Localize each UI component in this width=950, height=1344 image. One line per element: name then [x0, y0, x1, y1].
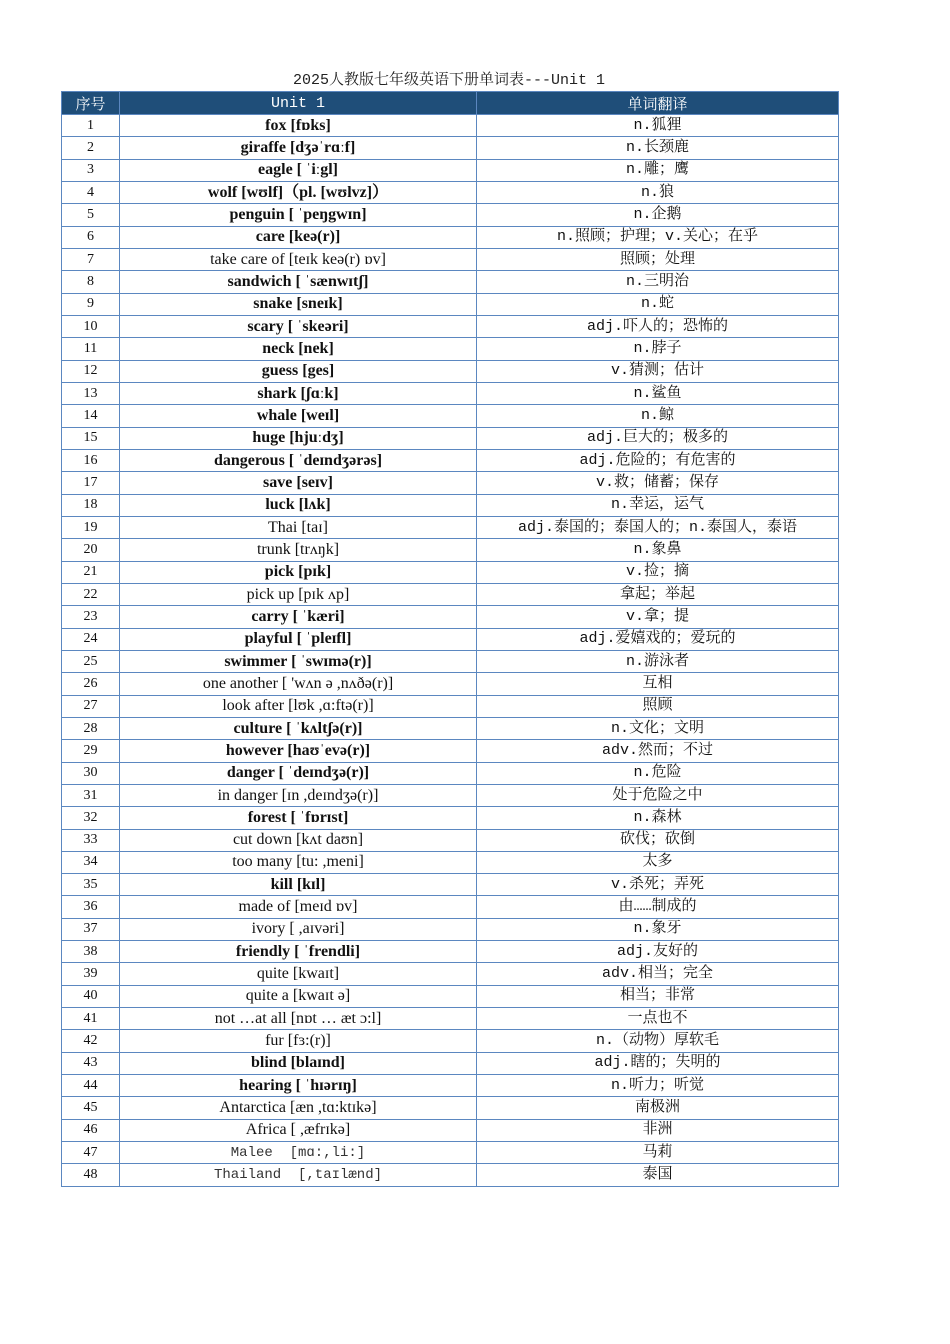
word-cell: quite [kwaɪt] [120, 963, 477, 985]
row-number-cell: 46 [62, 1119, 120, 1141]
word-cell: shark [ʃɑːk] [120, 382, 477, 404]
word-cell: swimmer [ ˈswɪmə(r)] [120, 650, 477, 672]
translation-cell: 非洲 [477, 1119, 839, 1141]
table-row [62, 1164, 839, 1186]
translation-cell: n.幸运，运气 [477, 494, 839, 516]
word-cell: playful [ ˈpleɪfl] [120, 628, 477, 650]
translation-cell: n.听力；听觉 [477, 1075, 839, 1097]
word-cell: Thailand [,taɪlænd] [120, 1164, 477, 1186]
row-number-cell: 42 [62, 1030, 120, 1052]
table-row [62, 315, 839, 337]
row-number-cell: 5 [62, 204, 120, 226]
table-row [62, 1142, 839, 1164]
row-number-cell: 40 [62, 985, 120, 1007]
table-row [62, 1075, 839, 1097]
row-number-cell: 1 [62, 115, 120, 137]
vocabulary-table [61, 91, 839, 1187]
table-header [62, 92, 839, 115]
table-row [62, 985, 839, 1007]
table-row [62, 449, 839, 471]
row-number-cell: 25 [62, 650, 120, 672]
word-cell: ivory [ ,aɪvəri] [120, 918, 477, 940]
row-number-cell: 18 [62, 494, 120, 516]
word-cell: care [keə(r)] [120, 226, 477, 248]
word-cell: cut down [kʌt daʊn] [120, 829, 477, 851]
translation-cell: n.狼 [477, 181, 839, 203]
word-cell: snake [sneɪk] [120, 293, 477, 315]
table-row [62, 1030, 839, 1052]
header-number: 序号 [62, 92, 120, 115]
header-translation: 单词翻译 [477, 92, 839, 115]
row-number-cell: 9 [62, 293, 120, 315]
word-cell: fur [fɜ:(r)] [120, 1030, 477, 1052]
table-row [62, 807, 839, 829]
translation-cell: n.照顾；护理；v.关心；在乎 [477, 226, 839, 248]
table-row [62, 181, 839, 203]
row-number-cell: 29 [62, 740, 120, 762]
translation-cell: 互相 [477, 673, 839, 695]
translation-cell: n.（动物）厚软毛 [477, 1030, 839, 1052]
header-row [62, 92, 839, 115]
table-body [62, 115, 839, 1187]
word-cell: take care of [teɪk keə(r) ɒv] [120, 248, 477, 270]
row-number-cell: 4 [62, 181, 120, 203]
translation-cell: v.杀死；弄死 [477, 874, 839, 896]
word-cell: Antarctica [æn ,tɑ:ktɪkə] [120, 1097, 477, 1119]
table-row [62, 427, 839, 449]
table-row [62, 382, 839, 404]
table-row [62, 851, 839, 873]
table-row [62, 472, 839, 494]
table-row [62, 1008, 839, 1030]
table-row [62, 829, 839, 851]
table-row [62, 115, 839, 137]
word-cell: pick up [pɪk ʌp] [120, 583, 477, 605]
word-cell: wolf [wʊlf]（pl. [wʊlvz]） [120, 181, 477, 203]
translation-cell: n.象鼻 [477, 539, 839, 561]
row-number-cell: 6 [62, 226, 120, 248]
translation-cell: adj.友好的 [477, 941, 839, 963]
word-cell: kill [kɪl] [120, 874, 477, 896]
translation-cell: v.捡；摘 [477, 561, 839, 583]
word-cell: forest [ ˈfɒrɪst] [120, 807, 477, 829]
word-cell: luck [lʌk] [120, 494, 477, 516]
row-number-cell: 35 [62, 874, 120, 896]
translation-cell: n.象牙 [477, 918, 839, 940]
translation-cell: n.脖子 [477, 338, 839, 360]
translation-cell: 照顾 [477, 695, 839, 717]
translation-cell: 砍伐；砍倒 [477, 829, 839, 851]
translation-cell: n.长颈鹿 [477, 137, 839, 159]
row-number-cell: 41 [62, 1008, 120, 1030]
translation-cell: adv.相当；完全 [477, 963, 839, 985]
table-row [62, 204, 839, 226]
table-row [62, 1097, 839, 1119]
row-number-cell: 39 [62, 963, 120, 985]
word-cell: dangerous [ ˈdeɪndʒərəs] [120, 449, 477, 471]
row-number-cell: 31 [62, 784, 120, 806]
translation-cell: n.三明治 [477, 271, 839, 293]
word-cell: save [seɪv] [120, 472, 477, 494]
translation-cell: n.游泳者 [477, 650, 839, 672]
word-cell: culture [ ˈkʌltʃə(r)] [120, 717, 477, 739]
row-number-cell: 38 [62, 941, 120, 963]
table-row [62, 606, 839, 628]
translation-cell: 一点也不 [477, 1008, 839, 1030]
word-cell: too many [tu: ,meni] [120, 851, 477, 873]
table-row [62, 293, 839, 315]
row-number-cell: 30 [62, 762, 120, 784]
table-row [62, 695, 839, 717]
translation-cell: n.危险 [477, 762, 839, 784]
table-row [62, 583, 839, 605]
word-cell: however [haʊˈevə(r)] [120, 740, 477, 762]
row-number-cell: 36 [62, 896, 120, 918]
translation-cell: adj.泰国的；泰国人的；n.泰国人，泰语 [477, 516, 839, 538]
word-cell: look after [lʊk ,ɑ:ftə(r)] [120, 695, 477, 717]
row-number-cell: 37 [62, 918, 120, 940]
word-cell: not …at all [nɒt … æt ɔ:l] [120, 1008, 477, 1030]
word-cell: pick [pɪk] [120, 561, 477, 583]
table-row [62, 1119, 839, 1141]
row-number-cell: 13 [62, 382, 120, 404]
translation-cell: 马莉 [477, 1142, 839, 1164]
word-cell: hearing [ ˈhɪərɪŋ] [120, 1075, 477, 1097]
word-cell: blind [blaɪnd] [120, 1052, 477, 1074]
word-cell: whale [weɪl] [120, 405, 477, 427]
translation-cell: v.拿；提 [477, 606, 839, 628]
word-cell: trunk [trʌŋk] [120, 539, 477, 561]
translation-cell: n.企鹅 [477, 204, 839, 226]
table-row [62, 360, 839, 382]
word-cell: quite a [kwaɪt ə] [120, 985, 477, 1007]
row-number-cell: 32 [62, 807, 120, 829]
row-number-cell: 14 [62, 405, 120, 427]
word-cell: penguin [ ˈpeŋgwɪn] [120, 204, 477, 226]
translation-cell: adj.巨大的；极多的 [477, 427, 839, 449]
row-number-cell: 21 [62, 561, 120, 583]
row-number-cell: 20 [62, 539, 120, 561]
table-row [62, 539, 839, 561]
table-row [62, 516, 839, 538]
word-cell: fox [fɒks] [120, 115, 477, 137]
word-cell: eagle [ ˈiːgl] [120, 159, 477, 181]
translation-cell: v.救；储蓄；保存 [477, 472, 839, 494]
table-row [62, 784, 839, 806]
row-number-cell: 10 [62, 315, 120, 337]
table-row [62, 338, 839, 360]
word-cell: in danger [ɪn ,deɪndʒə(r)] [120, 784, 477, 806]
row-number-cell: 28 [62, 717, 120, 739]
translation-cell: 南极洲 [477, 1097, 839, 1119]
row-number-cell: 43 [62, 1052, 120, 1074]
word-cell: one another [ 'wʌn ə ,nʌðə(r)] [120, 673, 477, 695]
table-row [62, 650, 839, 672]
table-row [62, 137, 839, 159]
translation-cell: adj.爱嬉戏的；爱玩的 [477, 628, 839, 650]
row-number-cell: 48 [62, 1164, 120, 1186]
word-cell: carry [ ˈkæri] [120, 606, 477, 628]
row-number-cell: 3 [62, 159, 120, 181]
table-row [62, 717, 839, 739]
translation-cell: 泰国 [477, 1164, 839, 1186]
translation-cell: n.鲸 [477, 405, 839, 427]
table-row [62, 159, 839, 181]
table-row [62, 874, 839, 896]
translation-cell: v.猜测；估计 [477, 360, 839, 382]
word-cell: guess [ges] [120, 360, 477, 382]
row-number-cell: 33 [62, 829, 120, 851]
row-number-cell: 8 [62, 271, 120, 293]
table-row [62, 1052, 839, 1074]
row-number-cell: 23 [62, 606, 120, 628]
translation-cell: adj.瞎的；失明的 [477, 1052, 839, 1074]
table-row [62, 271, 839, 293]
translation-cell: adj.吓人的；恐怖的 [477, 315, 839, 337]
word-cell: scary [ ˈskeəri] [120, 315, 477, 337]
row-number-cell: 47 [62, 1142, 120, 1164]
row-number-cell: 19 [62, 516, 120, 538]
word-cell: giraffe [dʒəˈrɑːf] [120, 137, 477, 159]
translation-cell: adv.然而；不过 [477, 740, 839, 762]
row-number-cell: 16 [62, 449, 120, 471]
row-number-cell: 11 [62, 338, 120, 360]
row-number-cell: 12 [62, 360, 120, 382]
translation-cell: n.蛇 [477, 293, 839, 315]
document-title: 2025人教版七年级英语下册单词表---Unit 1 [292, 72, 606, 89]
word-cell: neck [nek] [120, 338, 477, 360]
translation-cell: 相当；非常 [477, 985, 839, 1007]
row-number-cell: 15 [62, 427, 120, 449]
word-cell: made of [meɪd ɒv] [120, 896, 477, 918]
translation-cell: n.雕；鹰 [477, 159, 839, 181]
translation-cell: n.文化；文明 [477, 717, 839, 739]
translation-cell: 太多 [477, 851, 839, 873]
translation-cell: n.森林 [477, 807, 839, 829]
row-number-cell: 7 [62, 248, 120, 270]
row-number-cell: 17 [62, 472, 120, 494]
translation-cell: adj.危险的；有危害的 [477, 449, 839, 471]
table-row [62, 226, 839, 248]
table-row [62, 494, 839, 516]
word-cell: huge [hjuːdʒ] [120, 427, 477, 449]
table-row [62, 628, 839, 650]
word-cell: Africa [ ,æfrɪkə] [120, 1119, 477, 1141]
table-row [62, 248, 839, 270]
table-row [62, 963, 839, 985]
translation-cell: n.狐狸 [477, 115, 839, 137]
header-word: Unit 1 [120, 92, 477, 115]
table-row [62, 896, 839, 918]
translation-cell: 照顾；处理 [477, 248, 839, 270]
row-number-cell: 34 [62, 851, 120, 873]
translation-cell: n.鲨鱼 [477, 382, 839, 404]
row-number-cell: 2 [62, 137, 120, 159]
table-row [62, 561, 839, 583]
row-number-cell: 27 [62, 695, 120, 717]
translation-cell: 拿起；举起 [477, 583, 839, 605]
word-cell: friendly [ ˈfrendli] [120, 941, 477, 963]
word-cell: Thai [taɪ] [120, 516, 477, 538]
table-row [62, 673, 839, 695]
word-cell: danger [ ˈdeɪndʒə(r)] [120, 762, 477, 784]
table-row [62, 918, 839, 940]
row-number-cell: 44 [62, 1075, 120, 1097]
row-number-cell: 22 [62, 583, 120, 605]
table-row [62, 740, 839, 762]
word-cell: sandwich [ ˈsænwɪtʃ] [120, 271, 477, 293]
table-row [62, 762, 839, 784]
row-number-cell: 45 [62, 1097, 120, 1119]
translation-cell: 处于危险之中 [477, 784, 839, 806]
table-row [62, 405, 839, 427]
translation-cell: 由……制成的 [477, 896, 839, 918]
word-cell: Malee [mɑ:,li:] [120, 1142, 477, 1164]
table-row [62, 941, 839, 963]
row-number-cell: 24 [62, 628, 120, 650]
row-number-cell: 26 [62, 673, 120, 695]
